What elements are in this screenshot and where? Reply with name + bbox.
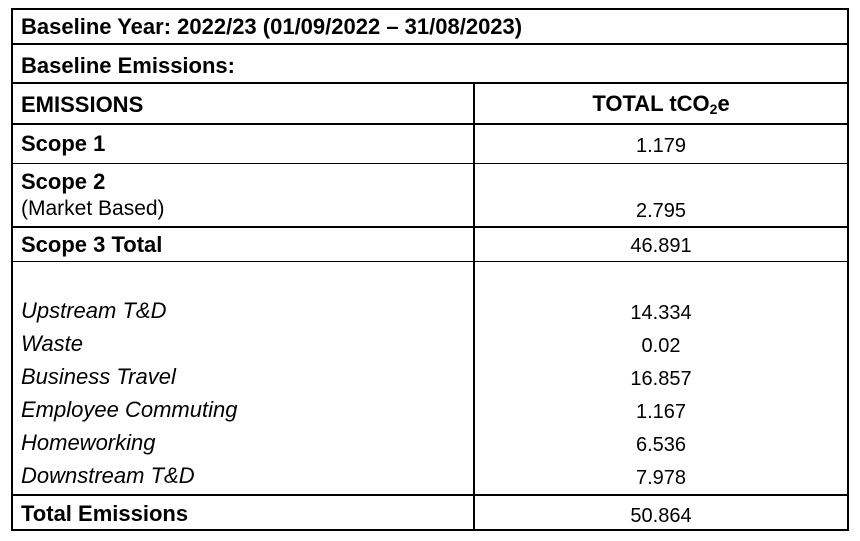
scope1-label: Scope 1 bbox=[21, 131, 106, 156]
baseline-emissions-text: Baseline Emissions: bbox=[21, 53, 235, 78]
scope2-label: Scope 2 bbox=[21, 169, 106, 194]
list-item-value: 6.536 bbox=[635, 434, 687, 456]
list-item: Employee Commuting bbox=[21, 397, 238, 422]
list-item-value: 16.857 bbox=[630, 368, 692, 390]
scope2-label-cell bbox=[13, 164, 473, 226]
total-label-cell bbox=[13, 496, 473, 531]
scope3-total-row bbox=[13, 228, 847, 262]
baseline-emissions-table bbox=[11, 8, 849, 531]
emissions-header: EMISSIONS bbox=[21, 92, 144, 117]
scope2-row bbox=[13, 164, 847, 226]
scope3-breakdown-labels bbox=[13, 262, 473, 494]
total-header-prefix: TOTAL tCO bbox=[592, 91, 710, 116]
total-header bbox=[475, 91, 847, 117]
scope1-value: 1.179 bbox=[635, 135, 687, 157]
list-item-value: 1.167 bbox=[635, 401, 687, 423]
scope1-label-cell bbox=[13, 125, 473, 163]
scope3-value: 46.891 bbox=[630, 235, 692, 257]
baseline-year-row bbox=[13, 10, 847, 43]
total-header-subscript: 2 bbox=[709, 101, 718, 117]
list-item-value: 7.978 bbox=[635, 467, 687, 489]
scope2-sublabel: (Market Based) bbox=[21, 197, 165, 220]
baseline-emissions-row bbox=[13, 45, 847, 83]
scope3-label: Scope 3 Total bbox=[21, 232, 163, 257]
list-item: Upstream T&D bbox=[21, 298, 167, 323]
scope3-label-cell bbox=[13, 228, 473, 262]
scope3-breakdown-values bbox=[473, 262, 847, 494]
list-item: Downstream T&D bbox=[21, 463, 195, 488]
total-emissions-value: 50.864 bbox=[630, 505, 692, 527]
baseline-year-text: Baseline Year: 2022/23 (01/09/2022 – 31/08/2023) bbox=[21, 14, 523, 39]
column-header-row bbox=[13, 84, 847, 124]
scope2-value-cell bbox=[473, 164, 847, 226]
total-header-suffix: e bbox=[717, 91, 730, 116]
scope3-breakdown-row bbox=[13, 262, 847, 494]
total-emissions-row bbox=[13, 496, 847, 531]
scope1-value-cell bbox=[473, 125, 847, 163]
scope3-value-cell bbox=[473, 228, 847, 262]
scope1-row bbox=[13, 125, 847, 163]
total-emissions-label: Total Emissions bbox=[21, 501, 189, 526]
emissions-header-cell bbox=[13, 84, 473, 124]
total-header-cell bbox=[473, 84, 847, 124]
total-value-cell bbox=[473, 496, 847, 531]
list-item-value: 0.02 bbox=[641, 335, 681, 357]
list-item: Waste bbox=[21, 331, 83, 356]
list-item: Business Travel bbox=[21, 364, 176, 389]
scope2-value: 2.795 bbox=[635, 200, 687, 222]
list-item: Homeworking bbox=[21, 430, 156, 455]
list-item-value: 14.334 bbox=[630, 302, 692, 324]
